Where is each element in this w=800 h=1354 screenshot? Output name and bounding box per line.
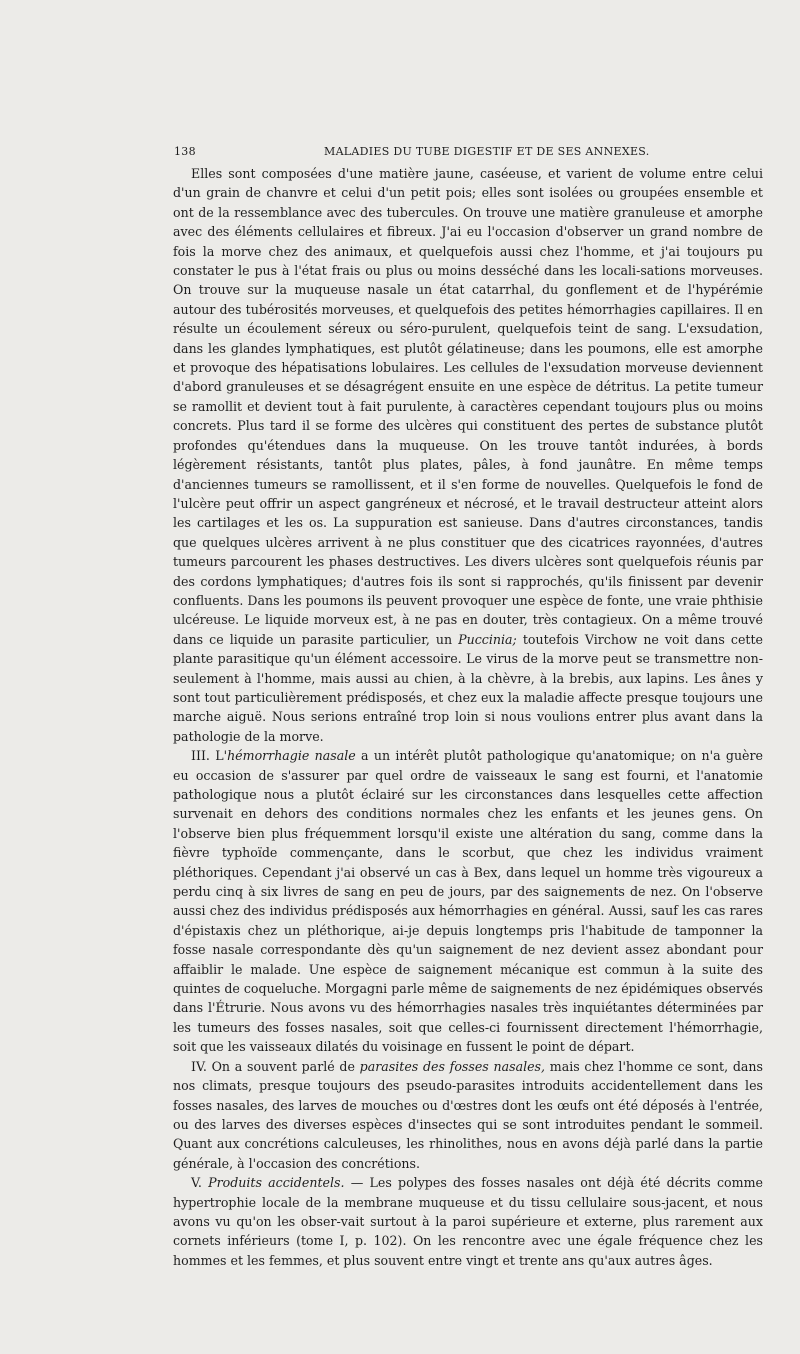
- section-number: IV. On a souvent parlé de: [191, 1058, 355, 1074]
- running-title: MALADIES DU TUBE DIGESTIF ET DE SES ANNEXES.: [324, 145, 650, 158]
- section-number: III. L': [191, 748, 228, 764]
- paragraph-morve: [173, 164, 763, 746]
- paragraph-parasites: [173, 1057, 763, 1173]
- paragraph-text: — Les polypes des fosses nasales ont déjà été décrits comme hypertrophie locale de la membrane muqueuse et du tissu cellulaire sous-jacent, et nous avons vu qu'on les obser-vait surtout à la paroi supérieure et externe, plus rarement aux cornets inférieurs (tome I, p. 102). On les rencontre avec une égale fréquence chez les hommes et les femmes, et plus souvent entre vingt et trente ans qu'aux autres âges.: [173, 1175, 763, 1268]
- italic-term: hémorrhagie nasale: [227, 748, 356, 764]
- italic-term: parasites des fosses nasales,: [359, 1058, 546, 1074]
- paragraph-text: mais chez l'homme ce sont, dans nos climats, presque toujours des pseudo-parasites introduits accidentellement dans les fosses nasales, des larves de mouches ou d'œstres dont les œufs ont été déposés à l'entrée, ou des larves des diverses espèces d'insectes qui se sont introduites pendant le sommeil. Quant aux concrétions calculeuses, les rhinolithes, nous en avons déjà parlé dans la partie générale, à l'occasion des concrétions.: [173, 1058, 763, 1171]
- italic-term: Puccinia;: [458, 631, 517, 647]
- paragraph-text: Elles sont composées d'une matière jaune, caséeuse, et varient de volume entre celui d'un grain de chanvre et celui d'un petit pois; elles sont isolées ou groupées ensemble et ont de la ressemblance avec des tubercules. On trouve une matière granuleuse et amorphe avec des éléments cellulaires et fibreux. J'ai eu l'occasion d'observer un grand nombre de fois la morve chez des animaux, et quelquefois aussi chez l'homme, et j'ai toujours pu constater le pus à l'état frais ou plus ou moins desséché dans les locali-sations morveuses. On trouve sur la muqueuse nasale un état catarrhal, du gonflement et de l'hypérémie autour des tubérosités morveuses, et quelquefois des petites hémorrhagies capillaires. Il en résulte un écoulement séreux ou séro-purulent, quelquefois teint de sang. L'exsudation, dans les glandes lymphatiques, est plutôt gélatineuse; dans les poumons, elle est amorphe et provoque des hépatisations lobulaires. Les cellules de l'exsudation morveuse deviennent d'abord granuleuses et se désagrégent ensuite en une espèce de détritus. La petite tumeur se ramollit et devient tout à fait purulente, à caractères cependant toujours plus ou moins concrets. Plus tard il se forme des ulcères qui constituent des pertes de substance plutôt profondes qu'étendues dans la muqueuse. On les trouve tantôt indurées, à bords légèrement résistants, tantôt plus plates, pâles, à fond jaunâtre. En même temps d'anciennes tumeurs se ramollissent, et il s'en forme de nouvelles. Quelquefois le fond de l'ulcère peut offrir un aspect gangréneux et nécrosé, et le travail destructeur atteint alors les cartilages et les os. La suppuration est sanieuse. Dans d'autres circonstances, tandis que quelques ulcères arrivent à ne plus constituer que des cicatrices rayonnées, d'autres tumeurs parcourent les phases destructives. Les divers ulcères sont quelquefois réunis par des cordons lymphatiques; d'autres fois ils sont si rapprochés, qu'ils finissent par devenir confluents. Dans les poumons ils peuvent provoquer une espèce de fonte, une vraie phthisie ulcéreuse. Le liquide morveux est, à ne pas en douter, très contagieux. On a même trouvé dans ce liquide un parasite particulier, un: [173, 166, 763, 647]
- paragraph-produits: [173, 1173, 763, 1270]
- page-header: [174, 145, 762, 163]
- page-body: [173, 164, 763, 1270]
- paragraph-text: toutefois Virchow ne voit dans cette plante parasitique qu'un élément accessoire. Le virus de la morve peut se transmettre non-seulement à l'homme, mais aussi au chien, à la chèvre, à la brebis, aux lapins. Les ânes y sont tout particulièrement prédisposés, et chez eux la maladie affecte presque toujours une marche aiguë. Nous serions entraîné trop loin si nous voulions entrer plus avant dans la pathologie de la morve.: [173, 631, 763, 744]
- paragraph-hemorrhagie: [173, 746, 763, 1057]
- page-number: 138: [174, 145, 196, 158]
- italic-term: Produits accidentels.: [208, 1175, 345, 1191]
- section-number: V.: [191, 1175, 202, 1191]
- paragraph-text: a un intérêt plutôt pathologique qu'anatomique; on n'a guère eu occasion de s'assurer par quel ordre de vaisseaux le sang est fourni, et l'anatomie pathologique nous a plutôt éclairé sur les circonstances dans lesquelles cette affection survenait en dehors des conditions normales chez les enfants et les jeunes gens. On l'observe bien plus fréquemment lorsqu'il existe une altération du sang, comme dans la fièvre typhoïde commençante, dans le scorbut, que chez les individus vraiment pléthoriques. Cependant j'ai observé un cas à Bex, dans lequel un homme très vigoureux a perdu cinq à six livres de sang en peu de jours, par des saignements de nez. On l'observe aussi chez des individus prédisposés aux hémorrhagies en général. Aussi, sauf les cas rares d'épistaxis chez un pléthorique, ai-je depuis longtemps pris l'habitude de tamponner la fosse nasale correspondante dès qu'un saignement de nez devient assez abondant pour affaiblir le malade. Une espèce de saignement mécanique est commun à la suite des quintes de coqueluche. Morgagni parle même de saignements de nez épidémiques observés dans l'Étrurie. Nous avons vu des hémorrhagies nasales très inquiétantes déterminées par les tumeurs des fosses nasales, soit que celles-ci fournissent directement l'hémorrhagie, soit que les vaisseaux dilatés du voisinage en fussent le point de départ.: [173, 748, 763, 1055]
